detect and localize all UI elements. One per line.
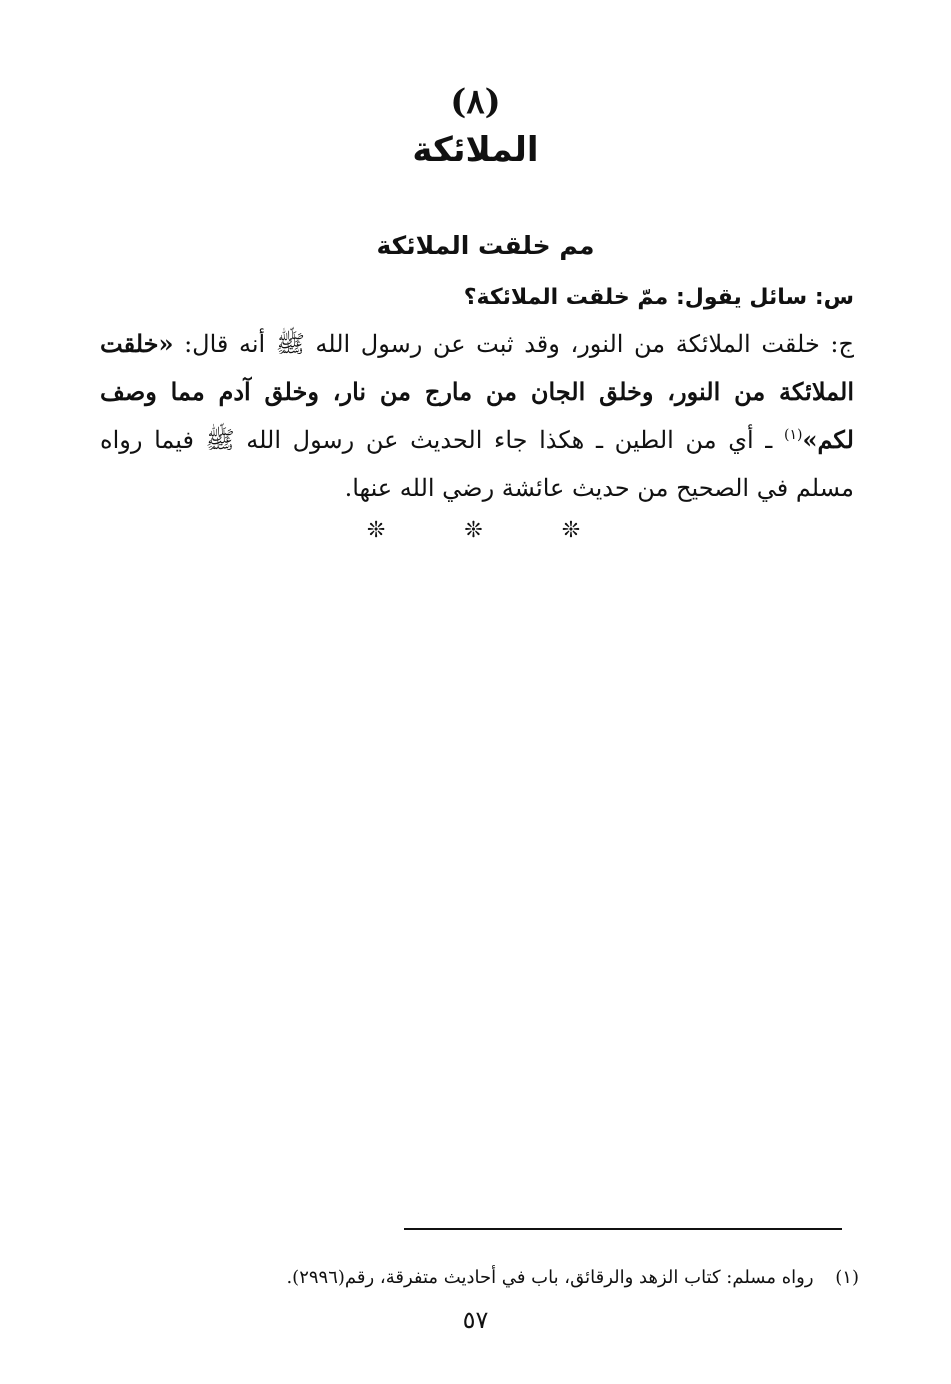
question-text: س: سائل يقول: ممّ خلقت الملائكة؟ bbox=[463, 285, 854, 310]
footnote-reference[interactable]: (١) bbox=[783, 427, 803, 443]
hadith-quote: «خلقت الملائكة من النور، وخلق الجان من مارج من نار، وخلق آدم مما وصف لكم» bbox=[100, 329, 854, 454]
page-number: ٥٧ bbox=[462, 1306, 489, 1334]
answer-paragraph bbox=[100, 320, 854, 512]
footnote-text: رواه مسلم: كتاب الزهد والرقائق، باب في أحاديث متفرقة، رقم(٢٩٩٦). bbox=[286, 1267, 814, 1288]
footnote-number: (١) bbox=[835, 1267, 859, 1288]
section-separator bbox=[0, 518, 951, 543]
footnote bbox=[99, 1262, 859, 1294]
footnote-divider bbox=[404, 1228, 842, 1230]
answer-intro: ج: خلقت الملائكة من النور، وقد ثبت عن رسول الله ﷺ أنه قال: bbox=[173, 330, 854, 358]
section-heading: مم خلقت الملائكة bbox=[376, 231, 595, 260]
separator-star-icon: ❊ bbox=[464, 518, 487, 543]
main-content bbox=[100, 276, 854, 512]
chapter-number: (٨) bbox=[450, 82, 501, 122]
answer-continuation: ـ أي من الطين ـ هكذا جاء الحديث عن رسول الله ﷺ فيما رواه مسلم في الصحيح من حديث عائشة رضي الله عنها. bbox=[100, 426, 854, 502]
separator-star-icon: ❊ bbox=[366, 518, 390, 543]
chapter-title: الملائكة bbox=[412, 130, 539, 170]
separator-star-icon: ❊ bbox=[561, 518, 585, 543]
